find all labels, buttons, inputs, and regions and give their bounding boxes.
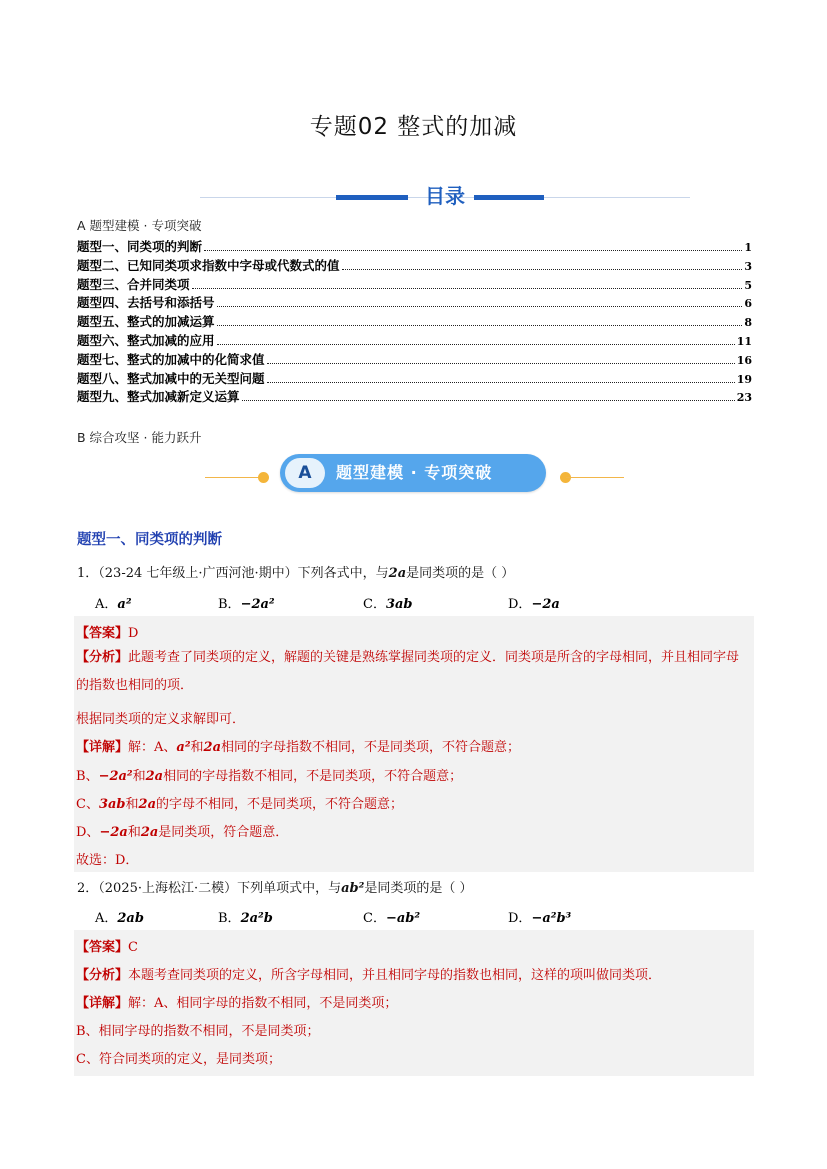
toc-item-label: 题型三、合并同类项 — [77, 276, 190, 292]
toc-item-page: 6 — [744, 297, 752, 311]
q2-suffix: 是同类项的是（ ） — [364, 881, 473, 896]
toc-item[interactable] — [77, 237, 752, 256]
q2-options — [95, 907, 755, 927]
toc-item[interactable] — [77, 369, 752, 388]
q2-stem — [77, 877, 472, 896]
table-of-contents — [77, 237, 752, 406]
toc-item-label: 题型七、整式的加减中的化简求值 — [77, 351, 265, 367]
toc-item-page: 11 — [736, 334, 752, 348]
q2-analysis: 【分析】本题考查同类项的定义，所含字母相同，并且相同字母的指数也相同，这样的项叫做同类项． — [76, 968, 662, 983]
toc-leader-dots — [267, 382, 735, 383]
toc-item[interactable] — [77, 331, 752, 350]
section-a-banner — [200, 452, 630, 496]
q2-detail-1: 【详解】解：A、相同字母的指数不相同，不是同类项； — [76, 996, 398, 1011]
q1-analysis-2: 根据同类项的定义求解即可． — [76, 712, 246, 727]
toc-item[interactable] — [77, 293, 752, 312]
toc-item[interactable] — [77, 312, 752, 331]
toc-item-label: 题型九、整式加减新定义运算 — [77, 389, 240, 405]
toc-leader-dots — [204, 250, 742, 251]
q1-answer-block — [74, 616, 754, 872]
q1-detail-d: D、−2a和2a是同类项，符合题意． — [76, 825, 289, 840]
q1-options — [95, 593, 755, 613]
toc-leader-dots — [217, 344, 735, 345]
q2-prefix: 2．（2025·上海松江·二模）下列单项式中，与 — [77, 881, 342, 896]
banner-left-line — [205, 477, 263, 478]
toc-item[interactable] — [77, 387, 752, 406]
q1-stem — [77, 562, 514, 581]
toc-leader-dots — [267, 363, 735, 364]
q2-expr: ab² — [341, 881, 365, 896]
toc-leader-dots — [242, 400, 735, 401]
toc-item-label: 题型二、已知同类项求指数中字母或代数式的值 — [77, 257, 340, 273]
q1-option-c: C．3ab — [363, 597, 413, 612]
q1-option-d: D．−2a — [508, 597, 560, 612]
q2-answer: 【答案】C — [76, 940, 138, 955]
toc-leader-dots — [192, 288, 743, 289]
toc-item-page: 23 — [736, 391, 752, 405]
q1-suffix: 是同类项的是（ ） — [406, 566, 515, 581]
q1-option-a: A．a² — [95, 597, 132, 612]
toc-leader-dots — [342, 269, 743, 270]
toc-item-page: 19 — [736, 372, 752, 386]
section-b-label: B 综合攻坚 · 能力跃升 — [77, 430, 202, 445]
toc-leader-dots — [217, 325, 743, 326]
toc-item-page: 5 — [744, 278, 752, 292]
q2-answer-block — [74, 930, 754, 1076]
page-title: 专题02 整式的加减 — [309, 114, 518, 140]
toc-item-label: 题型一、同类项的判断 — [77, 239, 203, 254]
toc-item-label: 题型六、整式加减的应用 — [77, 332, 215, 348]
section-a-label: A 题型建模 · 专项突破 — [77, 218, 202, 233]
q1-option-b: B．−2a² — [218, 597, 275, 612]
toc-item-page: 3 — [744, 259, 752, 273]
toc-item-page: 1 — [744, 241, 752, 254]
q1-prefix: 1．（23-24 七年级上·广西河池·期中）下列各式中，与 — [77, 566, 389, 581]
banner-pill — [280, 454, 546, 492]
toc-leader-dots — [217, 306, 743, 307]
banner-left-dot — [258, 472, 269, 483]
toc-item-label: 题型五、整式的加减运算 — [77, 314, 215, 330]
toc-item-page: 16 — [736, 353, 752, 367]
q2-option-d: D．−a²b³ — [508, 911, 572, 926]
q1-choice: 故选：D． — [76, 853, 139, 868]
toc-banner — [200, 180, 690, 208]
q2-detail-3: C、符合同类项的定义，是同类项； — [76, 1052, 281, 1067]
q2-option-b: B．2a²b — [218, 911, 273, 926]
q1-analysis: 【分析】此题考查了同类项的定义，解题的关键是熟练掌握同类项的定义．同类项是所含的字母相同，并且相同字母的指数也相同的项． — [76, 650, 740, 693]
q1-detail-c: C、3ab和2a的字母不相同，不是同类项，不符合题意； — [76, 797, 404, 812]
toc-item[interactable] — [77, 350, 752, 369]
toc-item-label: 题型四、去括号和添括号 — [77, 295, 215, 311]
banner-badge: A — [285, 458, 325, 488]
q1-detail-b: B、−2a²和2a相同的字母指数不相同，不是同类项，不符合题意； — [76, 769, 463, 784]
toc-item[interactable] — [77, 256, 752, 275]
banner-text: 题型建模 · 专项突破 — [336, 463, 493, 482]
q2-option-c: C．−ab² — [363, 911, 421, 926]
q1-detail-a: 【详解】解：A、a²和2a相同的字母指数不相同，不是同类项，不符合题意； — [76, 740, 521, 755]
toc-item[interactable] — [77, 275, 752, 294]
q2-option-a: A．2ab — [95, 911, 144, 926]
toc-heading: 目录 — [425, 184, 465, 208]
q2-detail-2: B、相同字母的指数不相同，不是同类项； — [76, 1024, 320, 1039]
toc-item-label: 题型八、整式加减中的无关型问题 — [77, 370, 265, 386]
toc-item-page: 8 — [744, 316, 752, 330]
q1-answer: 【答案】D — [76, 626, 139, 641]
topic1-heading: 题型一、同类项的判断 — [77, 532, 222, 548]
banner-right-line — [566, 477, 624, 478]
q1-expr: 2a — [388, 566, 407, 581]
